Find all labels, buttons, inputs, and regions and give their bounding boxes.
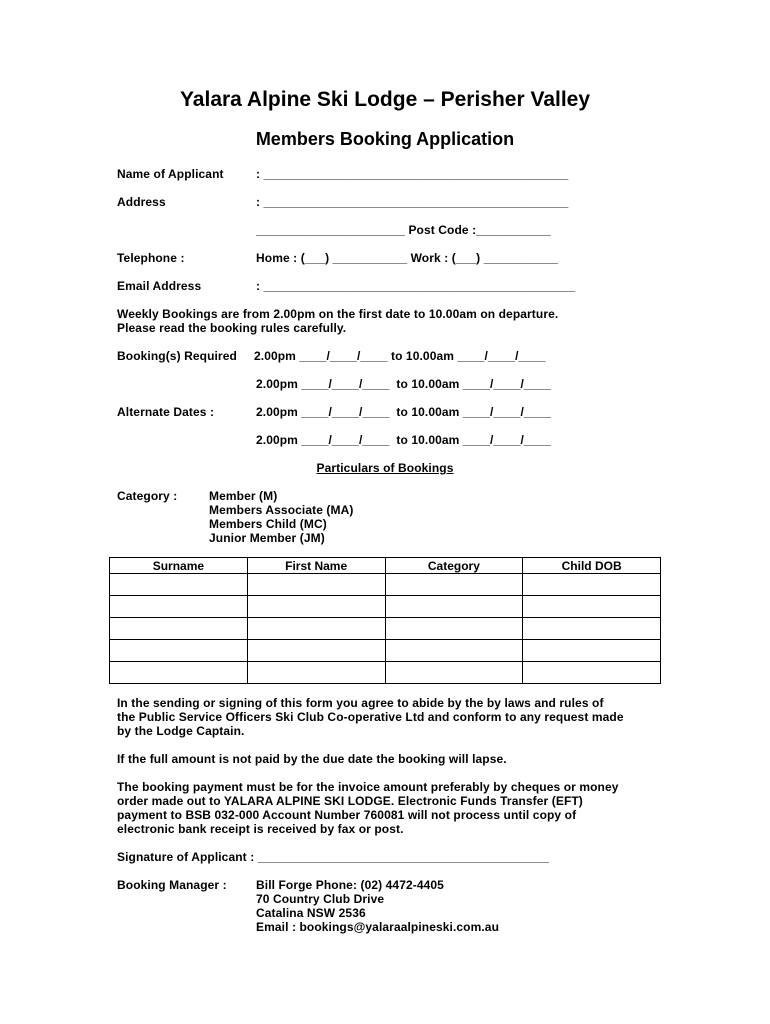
category-cell[interactable] (385, 618, 523, 640)
terms-p1-line-2: the Public Service Officers Ski Club Co-operative Ltd and conform to any request made (117, 710, 624, 724)
terms-p3-line-2: order made out to YALARA ALPINE SKI LODGE. Electronic Funds Transfer (EFT) (117, 794, 583, 808)
booking-required-date-2[interactable]: 2.00pm ____/____/____ to 10.00am ____/____/____ (256, 377, 552, 391)
name-field[interactable]: : _____________________________________________ (256, 167, 569, 181)
surname-cell[interactable] (110, 662, 248, 684)
form-subtitle: Members Booking Application (255, 129, 515, 149)
manager-street: 70 Country Club Drive (256, 892, 385, 906)
category-member: Member (M) (209, 489, 278, 503)
booking-info-line-1: Weekly Bookings are from 2.00pm on the first date to 10.00am on departure. (117, 307, 559, 321)
table-row (110, 640, 661, 662)
terms-p3-line-3: payment to BSB 032-000 Account Number 760081 will not process until copy of (117, 808, 577, 822)
booking-manager-label: Booking Manager : (117, 878, 227, 892)
surname-cell[interactable] (110, 596, 248, 618)
surname-header: Surname (110, 558, 248, 574)
name-label: Name of Applicant (117, 167, 224, 181)
terms-p3-line-4: electronic bank receipt is received by fax or post. (117, 822, 404, 836)
category-junior-member: Junior Member (JM) (209, 531, 325, 545)
category-label: Category : (117, 489, 178, 503)
category-members-child: Members Child (MC) (209, 517, 327, 531)
terms-p3-line-1: The booking payment must be for the invoice amount preferably by cheques or money (117, 780, 619, 794)
manager-email: Email : bookings@yalaraalpineski.com.au (256, 920, 500, 934)
manager-name-phone: Bill Forge Phone: (02) 4472-4405 (256, 878, 444, 892)
address-label: Address (117, 195, 166, 209)
address-field[interactable]: : _____________________________________________ (256, 195, 569, 209)
category-cell[interactable] (385, 640, 523, 662)
telephone-field[interactable]: Home : (___) ___________ Work : (___) ___________ (256, 251, 559, 265)
page-title: Yalara Alpine Ski Lodge – Perisher Valley (179, 88, 591, 111)
child-dob-cell[interactable] (523, 574, 661, 596)
email-field[interactable]: : ______________________________________________ (256, 279, 576, 293)
terms-p1-line-1: In the sending or signing of this form you agree to abide by the by laws and rules of (117, 696, 604, 710)
category-cell[interactable] (385, 662, 523, 684)
surname-cell[interactable] (110, 640, 248, 662)
email-label: Email Address (117, 279, 202, 293)
terms-p2: If the full amount is not paid by the due date the booking will lapse. (117, 752, 507, 766)
booking-info-line-2: Please read the booking rules carefully. (117, 321, 347, 335)
telephone-label: Telephone : (117, 251, 185, 265)
first-name-cell[interactable] (247, 618, 385, 640)
manager-suburb: Catalina NSW 2536 (256, 906, 366, 920)
category-cell[interactable] (385, 596, 523, 618)
table-row (110, 618, 661, 640)
table-row (110, 574, 661, 596)
first-name-cell[interactable] (247, 596, 385, 618)
alternate-dates-label: Alternate Dates : (117, 405, 215, 419)
table-row (110, 596, 661, 618)
category-members-associate: Members Associate (MA) (209, 503, 354, 517)
first-name-header: First Name (247, 558, 385, 574)
first-name-cell[interactable] (247, 574, 385, 596)
terms-p1-line-3: by the Lodge Captain. (117, 724, 245, 738)
particulars-heading: Particulars of Bookings (316, 461, 454, 475)
booking-required-label: Booking(s) Required (117, 349, 237, 363)
booking-particulars-table (109, 557, 661, 684)
table-header-row (110, 558, 661, 574)
table-row (110, 662, 661, 684)
child-dob-cell[interactable] (523, 640, 661, 662)
surname-cell[interactable] (110, 574, 248, 596)
alternate-date-2[interactable]: 2.00pm ____/____/____ to 10.00am ____/____/____ (256, 433, 552, 447)
child-dob-cell[interactable] (523, 596, 661, 618)
booking-required-date-1[interactable]: 2.00pm ____/____/____ to 10.00am ____/____/____ (254, 349, 546, 363)
first-name-cell[interactable] (247, 640, 385, 662)
category-cell[interactable] (385, 574, 523, 596)
postcode-field[interactable]: ______________________ Post Code :___________ (256, 223, 551, 237)
surname-cell[interactable] (110, 618, 248, 640)
child-dob-header: Child DOB (523, 558, 661, 574)
signature-field[interactable]: Signature of Applicant : ___________________________________________ (117, 850, 549, 864)
category-header: Category (385, 558, 523, 574)
child-dob-cell[interactable] (523, 618, 661, 640)
child-dob-cell[interactable] (523, 662, 661, 684)
first-name-cell[interactable] (247, 662, 385, 684)
alternate-date-1[interactable]: 2.00pm ____/____/____ to 10.00am ____/____/____ (256, 405, 552, 419)
